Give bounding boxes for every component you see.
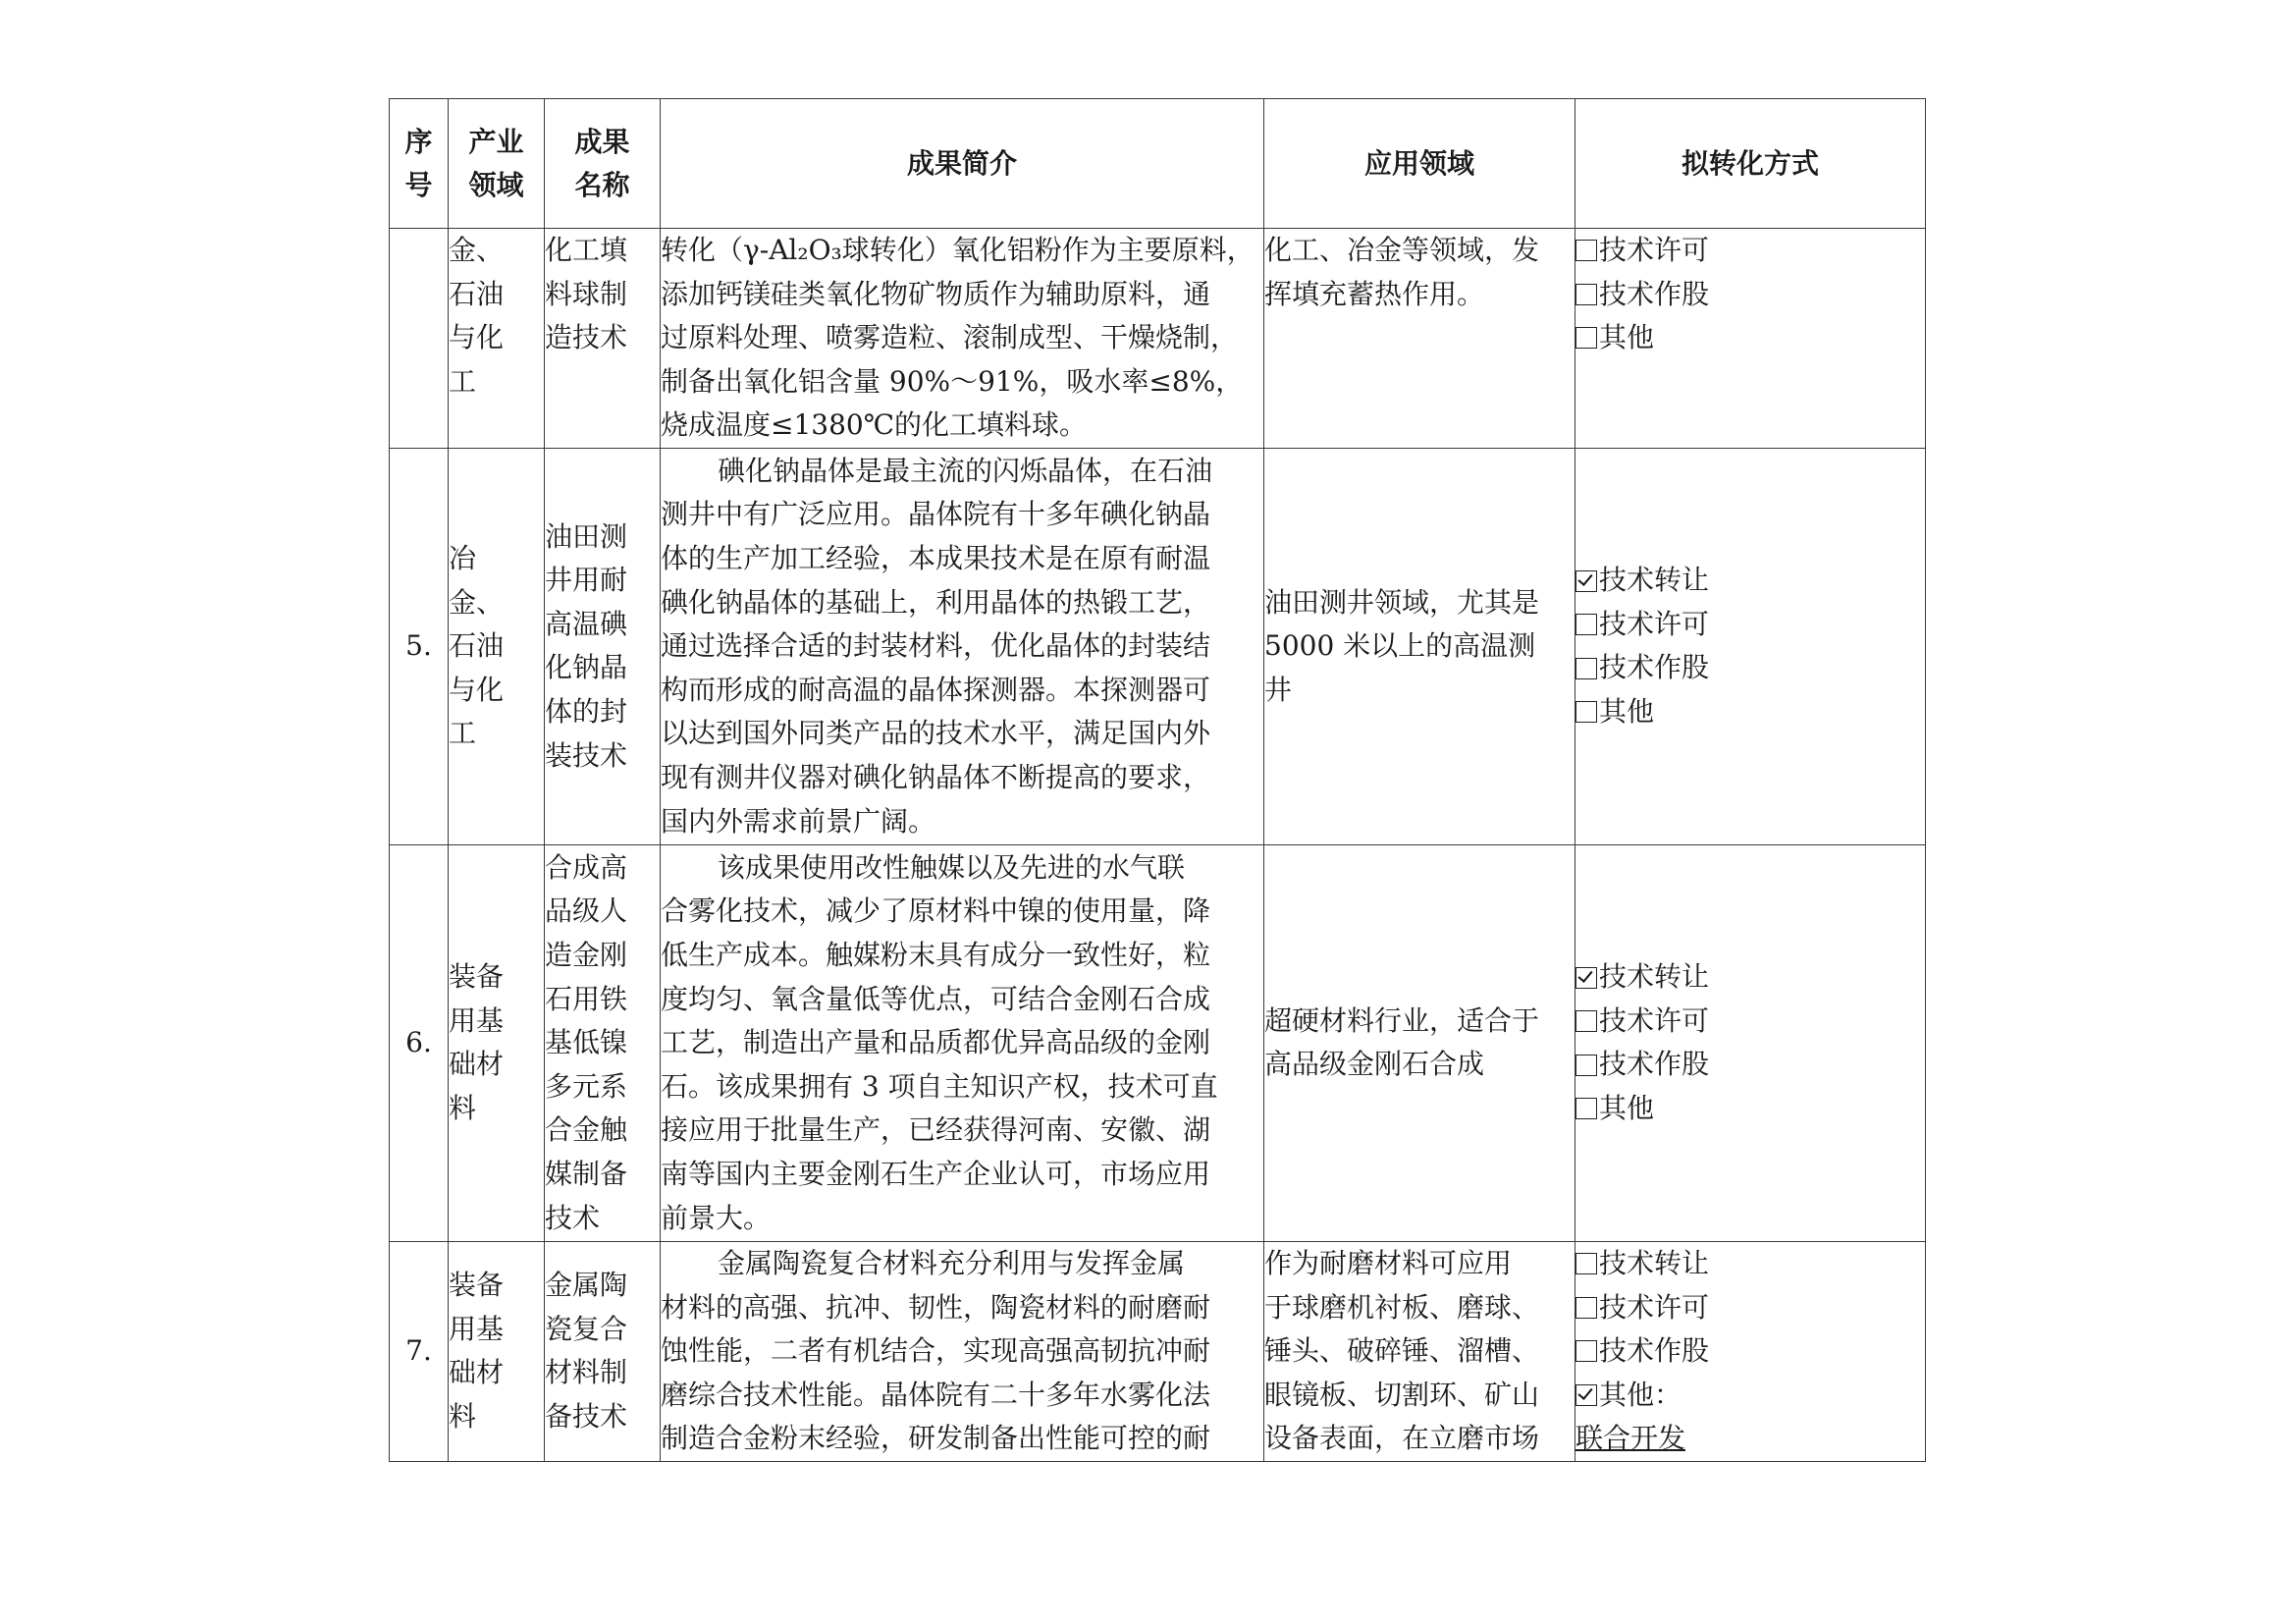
header-no: 序 号 bbox=[390, 99, 449, 229]
results-table bbox=[389, 98, 1926, 1462]
summary-cell: 碘化钠晶体是最主流的闪烁晶体，在石油 测井中有广泛应用。晶体院有十多年碘化钠晶 体的生产加工经验，本成果技术是在原有耐温 碘化钠晶体的基础上，利用晶体的热锻工艺， 通过选择合适的封装材料，优化晶体的封装结 构而形成的耐高温的晶体探测器。本探测器可 以达到国外同类产品的技术水平，满足国内外 现有测井仪器对碘化钠晶体不断提高的要求， 国内外需求前景广阔。 bbox=[661, 448, 1264, 844]
option-tech-equity[interactable]: 技术作股 bbox=[1575, 273, 1925, 317]
checkbox-icon[interactable] bbox=[1575, 658, 1597, 679]
transfer-options-cell bbox=[1575, 229, 1926, 449]
checkbox-checked-icon[interactable] bbox=[1575, 570, 1597, 592]
row-number bbox=[390, 229, 449, 449]
transfer-options-cell bbox=[1575, 844, 1926, 1241]
application-cell: 作为耐磨材料可应用 于球磨机衬板、磨球、 锤头、破碎锤、溜槽、 眼镜板、切割环、矿山 设备表面，在立磨市场 bbox=[1264, 1241, 1575, 1461]
row-number: 5. bbox=[390, 448, 449, 844]
application-cell: 化工、冶金等领域，发 挥填充蓄热作用。 bbox=[1264, 229, 1575, 449]
checkbox-icon[interactable] bbox=[1575, 701, 1597, 723]
application-cell: 超硬材料行业，适合于 高品级金刚石合成 bbox=[1264, 844, 1575, 1241]
checkbox-icon[interactable] bbox=[1575, 614, 1597, 635]
summary-cell: 转化（γ-Al₂O₃球转化）氧化铝粉作为主要原料， 添加钙镁硅类氧化物矿物质作为辅助原料，通 过原料处理、喷雾造粒、滚制成型、干燥烧制， 制备出氧化铝含量 90%～91%，吸水率≤8%， 烧成温度≤1380℃的化工填料球。 bbox=[661, 229, 1264, 449]
checkbox-checked-icon[interactable] bbox=[1575, 967, 1597, 989]
option-tech-license[interactable]: 技术许可 bbox=[1575, 1000, 1925, 1044]
checkbox-icon[interactable] bbox=[1575, 1297, 1597, 1319]
header-summary: 成果简介 bbox=[661, 99, 1264, 229]
table-row bbox=[390, 844, 1926, 1241]
checkbox-icon[interactable] bbox=[1575, 1098, 1597, 1119]
table-row bbox=[390, 229, 1926, 449]
option-tech-equity[interactable]: 技术作股 bbox=[1575, 646, 1925, 690]
option-tech-transfer[interactable]: 技术转让 bbox=[1575, 559, 1925, 603]
industry-cell: 冶 金、 石油 与化 工 bbox=[449, 448, 545, 844]
result-name-cell: 合成高 品级人 造金刚 石用铁 基低镍 多元系 合金触 媒制备 技术 bbox=[545, 844, 661, 1241]
checkbox-icon[interactable] bbox=[1575, 284, 1597, 305]
option-tech-equity[interactable]: 技术作股 bbox=[1575, 1329, 1925, 1374]
checkbox-icon[interactable] bbox=[1575, 327, 1597, 349]
checkbox-icon[interactable] bbox=[1575, 1253, 1597, 1274]
option-tech-equity[interactable]: 技术作股 bbox=[1575, 1043, 1925, 1087]
option-other[interactable]: 其他 bbox=[1575, 1087, 1925, 1131]
application-cell: 油田测井领域，尤其是 5000 米以上的高温测 井 bbox=[1264, 448, 1575, 844]
option-other[interactable]: 其他 bbox=[1575, 690, 1925, 734]
option-tech-license[interactable]: 技术许可 bbox=[1575, 1286, 1925, 1330]
checkbox-checked-icon[interactable] bbox=[1575, 1384, 1597, 1406]
result-name-cell: 油田测 井用耐 高温碘 化钠晶 体的封 装技术 bbox=[545, 448, 661, 844]
summary-cell: 该成果使用改性触媒以及先进的水气联 合雾化技术，减少了原材料中镍的使用量，降 低生产成本。触媒粉末具有成分一致性好，粒 度均匀、氧含量低等优点，可结合金刚石合成 工艺，制造出产量和品质都优异高品级的金刚 石。该成果拥有 3 项自主知识产权，技术可直 接应用于批量生产，已经获得河南、安徽、湖 南等国内主要金刚石生产企业认可，市场应用 前景大。 bbox=[661, 844, 1264, 1241]
industry-cell: 金、 石油 与化 工 bbox=[449, 229, 545, 449]
industry-cell: 装备 用基 础材 料 bbox=[449, 1241, 545, 1461]
header-name: 成果 名称 bbox=[545, 99, 661, 229]
checkbox-icon[interactable] bbox=[1575, 1340, 1597, 1362]
transfer-options-cell bbox=[1575, 1241, 1926, 1461]
checkbox-icon[interactable] bbox=[1575, 240, 1597, 261]
table-header-row bbox=[390, 99, 1926, 229]
table-row bbox=[390, 1241, 1926, 1461]
checkbox-icon[interactable] bbox=[1575, 1010, 1597, 1032]
option-other[interactable]: 其他： bbox=[1575, 1374, 1925, 1418]
option-other[interactable]: 其他 bbox=[1575, 316, 1925, 360]
summary-cell: 金属陶瓷复合材料充分利用与发挥金属 材料的高强、抗冲、韧性，陶瓷材料的耐磨耐 蚀性能，二者有机结合，实现高强高韧抗冲耐 磨综合技术性能。晶体院有二十多年水雾化法 制造合金粉末经验，研发制备出性能可控的耐 bbox=[661, 1241, 1264, 1461]
result-name-cell: 金属陶 瓷复合 材料制 备技术 bbox=[545, 1241, 661, 1461]
transfer-options-cell bbox=[1575, 448, 1926, 844]
header-application: 应用领域 bbox=[1264, 99, 1575, 229]
result-name-cell: 化工填 料球制 造技术 bbox=[545, 229, 661, 449]
other-note: 联合开发 bbox=[1575, 1422, 1686, 1455]
checkbox-icon[interactable] bbox=[1575, 1055, 1597, 1076]
row-number: 6. bbox=[390, 844, 449, 1241]
row-number: 7. bbox=[390, 1241, 449, 1461]
option-tech-transfer[interactable]: 技术转让 bbox=[1575, 955, 1925, 1000]
option-tech-license[interactable]: 技术许可 bbox=[1575, 603, 1925, 647]
option-tech-transfer[interactable]: 技术转让 bbox=[1575, 1242, 1925, 1286]
industry-cell: 装备 用基 础材 料 bbox=[449, 844, 545, 1241]
table-row bbox=[390, 448, 1926, 844]
option-tech-license[interactable]: 技术许可 bbox=[1575, 229, 1925, 273]
header-transfer: 拟转化方式 bbox=[1575, 99, 1926, 229]
header-industry: 产业 领域 bbox=[449, 99, 545, 229]
